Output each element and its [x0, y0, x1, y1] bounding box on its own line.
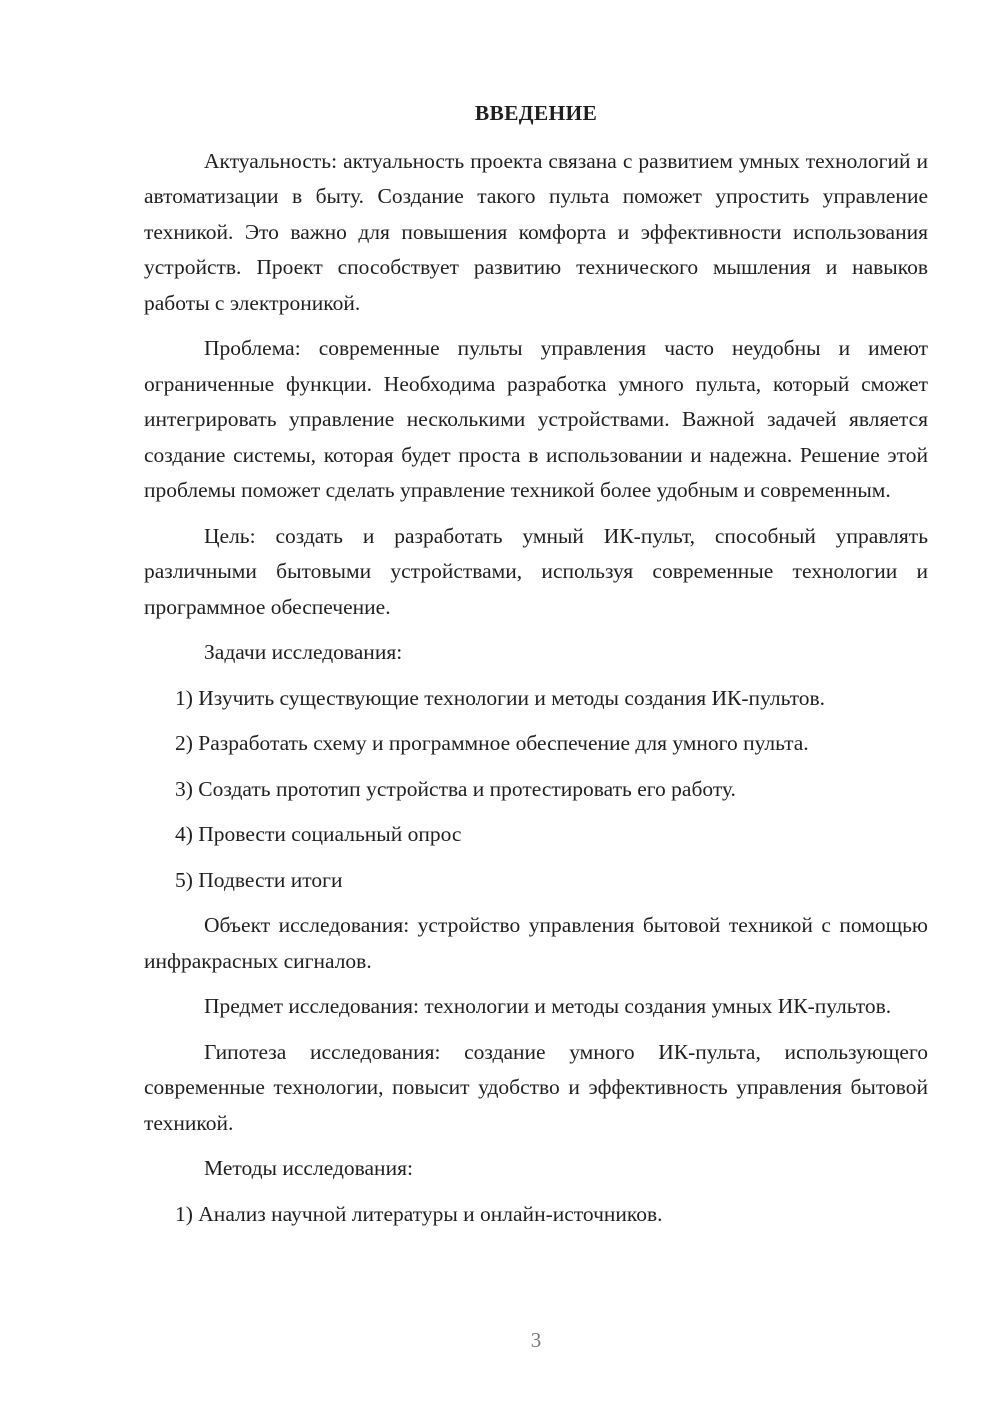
object-paragraph: Объект исследования: устройство управления бытовой техникой с помощью инфракрасных сигналов. [144, 913, 928, 973]
document-page [144, 96, 928, 1242]
methods-heading: Методы исследования: [204, 1156, 413, 1180]
list-item: 1) Анализ научной литературы и онлайн-источников. [175, 1201, 663, 1226]
list-item: 1) Изучить существующие технологии и методы создания ИК-пультов. [175, 685, 825, 710]
page-title: ВВЕДЕНИЕ [474, 101, 598, 125]
relevance-paragraph: Актуальность: актуальность проекта связана с развитием умных технологий и автоматизации в быту. Создание такого пульта поможет упростить управление техникой. Это важно для повышения комфорта и эффективности использования устройств. Проект способствует развитию технического мышления и навыков работы с электроникой. [144, 148, 928, 315]
list-item: 3) Создать прототип устройства и протестировать его работу. [175, 776, 736, 801]
methods-list [144, 1197, 928, 1233]
problem-paragraph: Проблема: современные пульты управления часто неудобны и имеют ограниченные функции. Необходима разработка умного пульта, который сможет интегрировать управление несколькими устройствами. Важной задачей является создание системы, которая будет проста в использовании и надежна. Решение этой проблемы поможет сделать управление техникой более удобным и современным. [144, 336, 928, 502]
hypothesis-paragraph: Гипотеза исследования: создание умного ИК-пульта, использующего современные технологии, повысит удобство и эффективность управления бытовой техникой. [144, 1039, 928, 1135]
list-item: 4) Провести социальный опрос [175, 822, 462, 846]
subject-paragraph: Предмет исследования: технологии и методы создания умных ИК-пультов. [204, 994, 892, 1018]
goal-paragraph: Цель: создать и разработать умный ИК-пульт, способный управлять различными бытовыми устройствами, используя современные технологии и программное обеспечение. [144, 523, 928, 619]
page-number: 3 [530, 1328, 542, 1352]
tasks-list [144, 681, 928, 899]
list-item: 5) Подвести итоги [175, 867, 343, 892]
tasks-heading: Задачи исследования: [204, 640, 403, 664]
list-item: 2) Разработать схему и программное обеспечение для умного пульта. [175, 731, 809, 755]
